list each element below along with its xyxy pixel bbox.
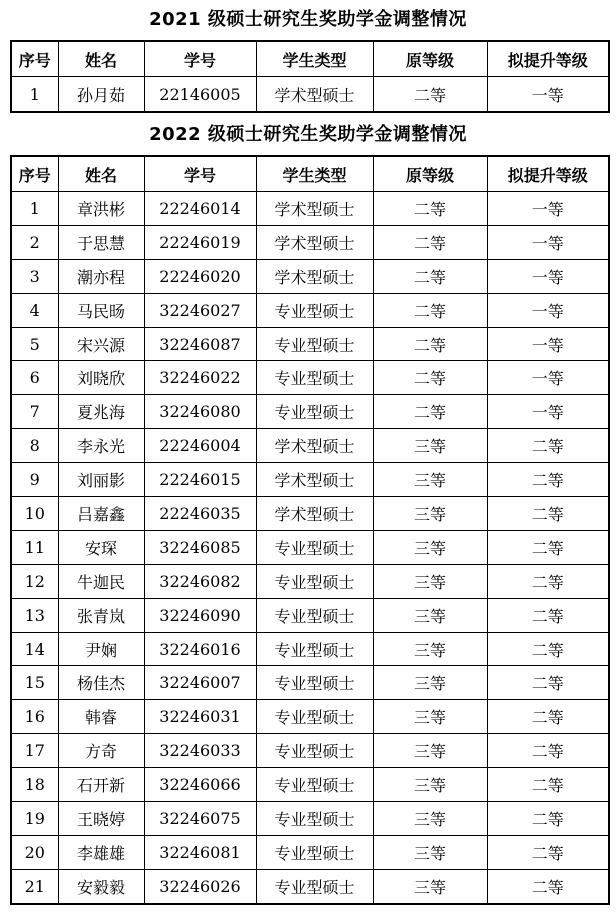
cell-seq: 16 xyxy=(11,700,58,734)
cell-proposed-grade: 二等 xyxy=(487,598,609,632)
header-student-id: 学号 xyxy=(144,156,256,192)
cell-proposed-grade: 一等 xyxy=(487,259,609,293)
cell-name: 尹娴 xyxy=(58,632,144,666)
cell-student-type: 学术型硕士 xyxy=(256,192,373,226)
cell-name: 王晓婷 xyxy=(58,802,144,836)
cell-proposed-grade: 二等 xyxy=(487,768,609,802)
cell-student-type: 专业型硕士 xyxy=(256,869,373,903)
table-row xyxy=(11,632,609,666)
cell-seq: 12 xyxy=(11,564,58,598)
table-row xyxy=(11,293,609,327)
cell-original-grade: 二等 xyxy=(373,293,487,327)
cell-student-id: 32246075 xyxy=(144,802,256,836)
cell-original-grade: 二等 xyxy=(373,327,487,361)
table-row xyxy=(11,768,609,802)
cell-seq: 11 xyxy=(11,530,58,564)
table-2021 xyxy=(10,40,610,113)
cell-name: 吕嘉鑫 xyxy=(58,497,144,531)
cell-seq: 15 xyxy=(11,666,58,700)
table-row xyxy=(11,835,609,869)
header-proposed-grade: 拟提升等级 xyxy=(487,41,609,77)
cell-original-grade: 二等 xyxy=(373,225,487,259)
cell-original-grade: 二等 xyxy=(373,395,487,429)
cell-student-id: 32246026 xyxy=(144,869,256,903)
cell-proposed-grade: 二等 xyxy=(487,632,609,666)
cell-student-id: 22246004 xyxy=(144,429,256,463)
table-row xyxy=(11,225,609,259)
cell-student-type: 专业型硕士 xyxy=(256,293,373,327)
cell-seq: 13 xyxy=(11,598,58,632)
cell-name: 安毅毅 xyxy=(58,869,144,903)
cell-seq: 1 xyxy=(11,192,58,226)
cell-student-id: 32246082 xyxy=(144,564,256,598)
cell-student-id: 32246027 xyxy=(144,293,256,327)
cell-name: 潮亦程 xyxy=(58,259,144,293)
table-header-row xyxy=(11,156,609,192)
header-name: 姓名 xyxy=(58,41,144,77)
cell-original-grade: 二等 xyxy=(373,361,487,395)
cell-name: 孙月茹 xyxy=(58,77,144,113)
header-seq: 序号 xyxy=(11,156,58,192)
table-row xyxy=(11,77,609,113)
cell-student-id: 32246066 xyxy=(144,768,256,802)
cell-proposed-grade: 二等 xyxy=(487,530,609,564)
cell-original-grade: 三等 xyxy=(373,463,487,497)
table-row xyxy=(11,429,609,463)
cell-original-grade: 三等 xyxy=(373,700,487,734)
table-row xyxy=(11,361,609,395)
cell-proposed-grade: 一等 xyxy=(487,293,609,327)
title-2021: 2021 级硕士研究生奖助学金调整情况 xyxy=(149,9,467,30)
cell-name: 石开新 xyxy=(58,768,144,802)
cell-student-type: 专业型硕士 xyxy=(256,768,373,802)
cell-student-id: 22246019 xyxy=(144,225,256,259)
cell-proposed-grade: 一等 xyxy=(487,361,609,395)
header-proposed-grade: 拟提升等级 xyxy=(487,156,609,192)
cell-student-id: 22246014 xyxy=(144,192,256,226)
cell-student-type: 专业型硕士 xyxy=(256,564,373,598)
cell-original-grade: 二等 xyxy=(373,259,487,293)
table-row xyxy=(11,869,609,903)
cell-student-type: 专业型硕士 xyxy=(256,734,373,768)
table-row xyxy=(11,192,609,226)
cell-seq: 4 xyxy=(11,293,58,327)
cell-original-grade: 二等 xyxy=(373,77,487,113)
cell-name: 李雄雄 xyxy=(58,835,144,869)
cell-proposed-grade: 一等 xyxy=(487,395,609,429)
table-row xyxy=(11,666,609,700)
cell-proposed-grade: 二等 xyxy=(487,802,609,836)
header-name: 姓名 xyxy=(58,156,144,192)
header-original-grade: 原等级 xyxy=(373,41,487,77)
cell-student-id: 32246081 xyxy=(144,835,256,869)
cell-original-grade: 三等 xyxy=(373,802,487,836)
cell-student-id: 32246022 xyxy=(144,361,256,395)
cell-student-type: 专业型硕士 xyxy=(256,632,373,666)
cell-student-type: 专业型硕士 xyxy=(256,327,373,361)
header-student-id: 学号 xyxy=(144,41,256,77)
cell-student-id: 32246016 xyxy=(144,632,256,666)
table-row xyxy=(11,259,609,293)
cell-seq: 3 xyxy=(11,259,58,293)
cell-seq: 19 xyxy=(11,802,58,836)
cell-original-grade: 三等 xyxy=(373,564,487,598)
cell-student-type: 专业型硕士 xyxy=(256,361,373,395)
title-2022: 2022 级硕士研究生奖助学金调整情况 xyxy=(149,124,467,145)
cell-student-id: 22246015 xyxy=(144,463,256,497)
cell-proposed-grade: 二等 xyxy=(487,429,609,463)
cell-seq: 17 xyxy=(11,734,58,768)
header-original-grade: 原等级 xyxy=(373,156,487,192)
table-row xyxy=(11,734,609,768)
cell-name: 于思慧 xyxy=(58,225,144,259)
cell-seq: 20 xyxy=(11,835,58,869)
cell-original-grade: 三等 xyxy=(373,497,487,531)
cell-seq: 6 xyxy=(11,361,58,395)
cell-student-type: 学术型硕士 xyxy=(256,225,373,259)
cell-name: 章洪彬 xyxy=(58,192,144,226)
cell-name: 宋兴源 xyxy=(58,327,144,361)
cell-student-type: 专业型硕士 xyxy=(256,530,373,564)
cell-student-id: 32246087 xyxy=(144,327,256,361)
table-row xyxy=(11,598,609,632)
cell-student-type: 专业型硕士 xyxy=(256,802,373,836)
cell-proposed-grade: 二等 xyxy=(487,463,609,497)
cell-seq: 10 xyxy=(11,497,58,531)
table-2022 xyxy=(10,155,610,905)
cell-seq: 21 xyxy=(11,869,58,903)
header-student-type: 学生类型 xyxy=(256,156,373,192)
cell-name: 李永光 xyxy=(58,429,144,463)
cell-original-grade: 三等 xyxy=(373,734,487,768)
cell-original-grade: 三等 xyxy=(373,530,487,564)
table-row xyxy=(11,395,609,429)
table-row xyxy=(11,497,609,531)
cell-proposed-grade: 二等 xyxy=(487,835,609,869)
table-row xyxy=(11,530,609,564)
cell-seq: 14 xyxy=(11,632,58,666)
table-header-row xyxy=(11,41,609,77)
cell-seq: 8 xyxy=(11,429,58,463)
cell-proposed-grade: 一等 xyxy=(487,327,609,361)
cell-name: 刘晓欣 xyxy=(58,361,144,395)
cell-original-grade: 三等 xyxy=(373,869,487,903)
cell-student-id: 22146005 xyxy=(144,77,256,113)
cell-name: 刘丽影 xyxy=(58,463,144,497)
cell-proposed-grade: 二等 xyxy=(487,700,609,734)
cell-original-grade: 二等 xyxy=(373,192,487,226)
table-row xyxy=(11,802,609,836)
cell-seq: 7 xyxy=(11,395,58,429)
cell-student-id: 22246020 xyxy=(144,259,256,293)
cell-student-id: 32246085 xyxy=(144,530,256,564)
cell-seq: 5 xyxy=(11,327,58,361)
cell-original-grade: 三等 xyxy=(373,429,487,463)
cell-student-type: 学术型硕士 xyxy=(256,497,373,531)
cell-student-id: 32246007 xyxy=(144,666,256,700)
cell-student-type: 专业型硕士 xyxy=(256,666,373,700)
cell-student-type: 学术型硕士 xyxy=(256,259,373,293)
cell-student-type: 专业型硕士 xyxy=(256,700,373,734)
header-student-type: 学生类型 xyxy=(256,41,373,77)
cell-name: 夏兆海 xyxy=(58,395,144,429)
cell-student-type: 专业型硕士 xyxy=(256,598,373,632)
cell-original-grade: 三等 xyxy=(373,835,487,869)
cell-student-type: 专业型硕士 xyxy=(256,395,373,429)
cell-original-grade: 三等 xyxy=(373,632,487,666)
cell-student-id: 32246080 xyxy=(144,395,256,429)
cell-proposed-grade: 二等 xyxy=(487,564,609,598)
cell-name: 张青岚 xyxy=(58,598,144,632)
cell-seq: 9 xyxy=(11,463,58,497)
table-row xyxy=(11,700,609,734)
cell-student-type: 学术型硕士 xyxy=(256,429,373,463)
cell-seq: 2 xyxy=(11,225,58,259)
table-row xyxy=(11,564,609,598)
cell-name: 韩睿 xyxy=(58,700,144,734)
cell-original-grade: 三等 xyxy=(373,768,487,802)
table-row xyxy=(11,327,609,361)
cell-student-id: 32246031 xyxy=(144,700,256,734)
cell-original-grade: 三等 xyxy=(373,666,487,700)
header-seq: 序号 xyxy=(11,41,58,77)
cell-name: 牛迦民 xyxy=(58,564,144,598)
cell-student-id: 32246090 xyxy=(144,598,256,632)
cell-proposed-grade: 二等 xyxy=(487,869,609,903)
cell-name: 安琛 xyxy=(58,530,144,564)
table-row xyxy=(11,463,609,497)
cell-proposed-grade: 一等 xyxy=(487,225,609,259)
cell-proposed-grade: 二等 xyxy=(487,734,609,768)
cell-student-id: 22246035 xyxy=(144,497,256,531)
cell-proposed-grade: 一等 xyxy=(487,77,609,113)
cell-student-type: 学术型硕士 xyxy=(256,463,373,497)
cell-name: 杨佳杰 xyxy=(58,666,144,700)
cell-proposed-grade: 一等 xyxy=(487,192,609,226)
cell-student-type: 学术型硕士 xyxy=(256,77,373,113)
cell-student-type: 专业型硕士 xyxy=(256,835,373,869)
cell-student-id: 32246033 xyxy=(144,734,256,768)
cell-seq: 1 xyxy=(11,77,58,113)
cell-seq: 18 xyxy=(11,768,58,802)
cell-name: 马民旸 xyxy=(58,293,144,327)
cell-name: 方奇 xyxy=(58,734,144,768)
cell-proposed-grade: 二等 xyxy=(487,666,609,700)
cell-proposed-grade: 二等 xyxy=(487,497,609,531)
cell-original-grade: 三等 xyxy=(373,598,487,632)
